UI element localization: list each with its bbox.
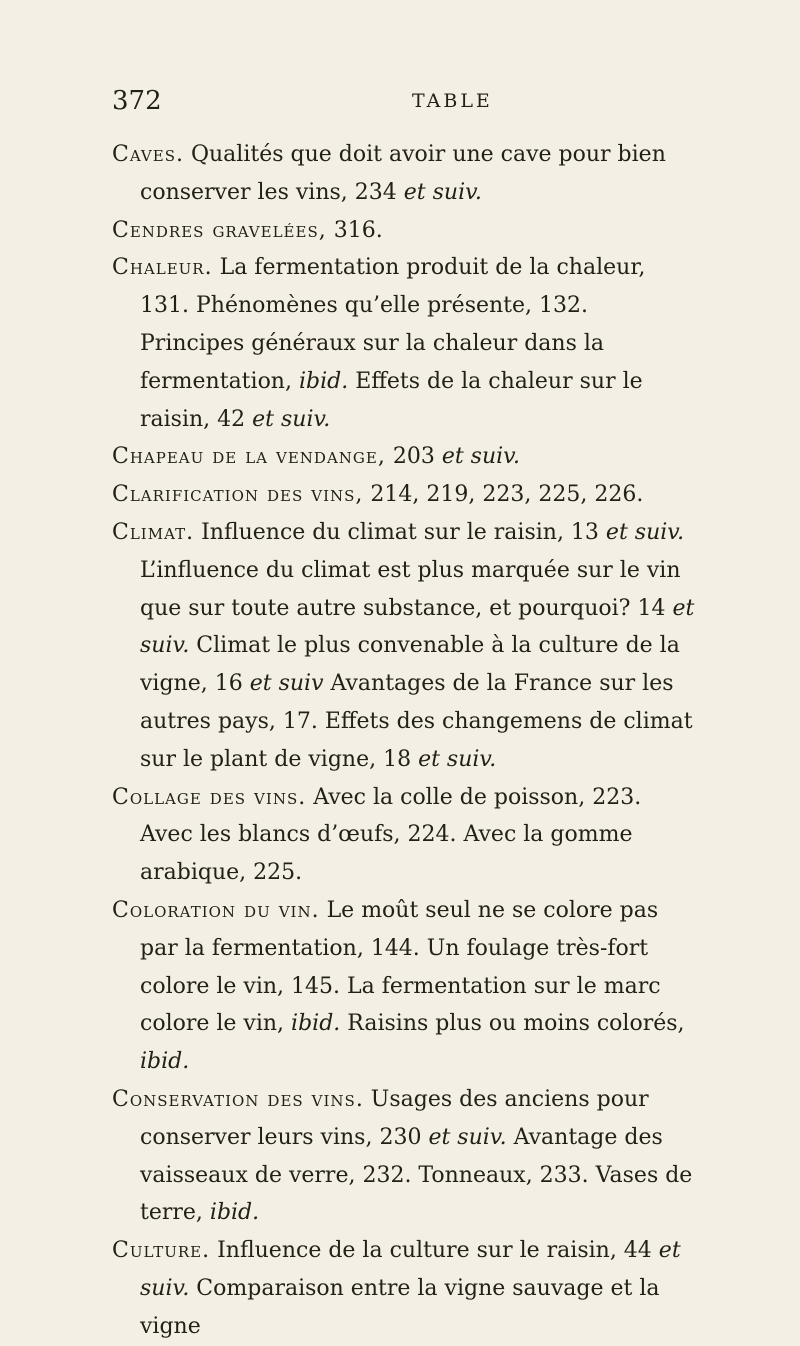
entry-reference-italic: ibid.	[298, 368, 349, 394]
index-entry	[112, 514, 697, 779]
index-entry	[112, 892, 697, 1081]
index-entry	[112, 779, 697, 892]
entry-text: Usages des anciens pour conserver leurs vins, 230	[140, 1086, 649, 1150]
entry-reference-italic: et suiv.	[252, 406, 331, 432]
entry-text: Raisins plus ou moins colorés,	[340, 1011, 685, 1037]
entry-text: La fermentation produit de la chaleur, 131. Phénomènes qu’elle présente, 132. Principes généraux sur la chaleur dans la fermentation,	[140, 255, 646, 394]
index-entry	[112, 438, 697, 476]
entry-reference-italic: et suiv	[249, 671, 324, 697]
index-entry	[112, 212, 697, 250]
index-entry	[112, 1081, 697, 1232]
index-entry	[112, 249, 697, 438]
page-header	[112, 86, 712, 126]
page-number: 372	[112, 86, 162, 116]
entry-reference-italic: ibid.	[140, 1049, 190, 1075]
running-title: TABLE	[412, 90, 493, 112]
entry-text: Climat le plus convenable à la culture de la vigne, 16	[140, 633, 680, 697]
entry-text: Avec la colle de poisson, 223. Avec les blancs d’œufs, 224. Avec la gomme arabique, 225.	[140, 784, 642, 886]
entry-reference-italic: et suiv.	[403, 179, 482, 205]
entry-text: Comparaison entre la vigne sauvage et la vigne	[140, 1275, 660, 1339]
entry-text: 316.	[326, 217, 383, 243]
entry-heading: Collage des vins.	[112, 784, 307, 810]
index-entry	[112, 1232, 697, 1345]
entry-heading: Coloration du vin.	[112, 897, 320, 923]
entry-reference-italic: et suiv.	[605, 519, 685, 545]
entry-heading: Chaleur.	[112, 255, 213, 281]
entry-text: Qualités que doit avoir une cave pour bien conserver les vins, 234	[140, 142, 666, 205]
entry-text: 214, 219, 223, 225, 226.	[363, 482, 644, 508]
entry-text: 203	[385, 444, 442, 470]
entry-text: Influence du climat sur le raisin, 13	[194, 519, 606, 545]
index-entry	[112, 476, 697, 514]
entry-text: Influence de la culture sur le raisin, 44	[210, 1238, 659, 1264]
entry-reference-italic: et suiv.	[140, 595, 695, 659]
entry-reference-italic: et suiv.	[441, 444, 520, 470]
entry-heading: Chapeau de la vendange,	[112, 444, 386, 470]
entry-reference-italic: et suiv.	[418, 746, 497, 772]
entry-text: L’influence du climat est plus marquée sur le vin que sur toute autre substance, et pourquoi? 14	[140, 557, 681, 621]
entry-reference-italic: et suiv.	[140, 1238, 681, 1301]
entry-reference-italic: ibid.	[291, 1011, 341, 1037]
entry-heading: Conservation des vins.	[112, 1086, 364, 1112]
entry-heading: Cendres gravelées,	[112, 217, 327, 243]
entry-text: Avantage des vaisseaux de verre, 232. Tonneaux, 233. Vases de terre,	[140, 1124, 693, 1226]
entry-text: Effets de la chaleur sur le raisin, 42	[140, 368, 643, 432]
entry-heading: Climat.	[112, 519, 195, 545]
index-entries	[112, 136, 697, 1346]
entry-reference-italic: ibid.	[209, 1200, 260, 1226]
entry-heading: Clarification des vins,	[112, 482, 364, 508]
entry-text: Le moût seul ne se colore pas par la fermentation, 144. Un foulage très-fort colore le vin, 145. La fermentation sur le marc colore le vin,	[140, 897, 661, 1037]
entry-text: Avantages de la France sur les autres pays, 17. Effets des changemens de climat sur le plant de vigne, 18	[140, 671, 693, 772]
entry-reference-italic: et suiv.	[428, 1124, 507, 1150]
entry-heading: Caves.	[112, 142, 184, 167]
index-entry	[112, 136, 697, 212]
entry-heading: Culture.	[112, 1238, 211, 1264]
